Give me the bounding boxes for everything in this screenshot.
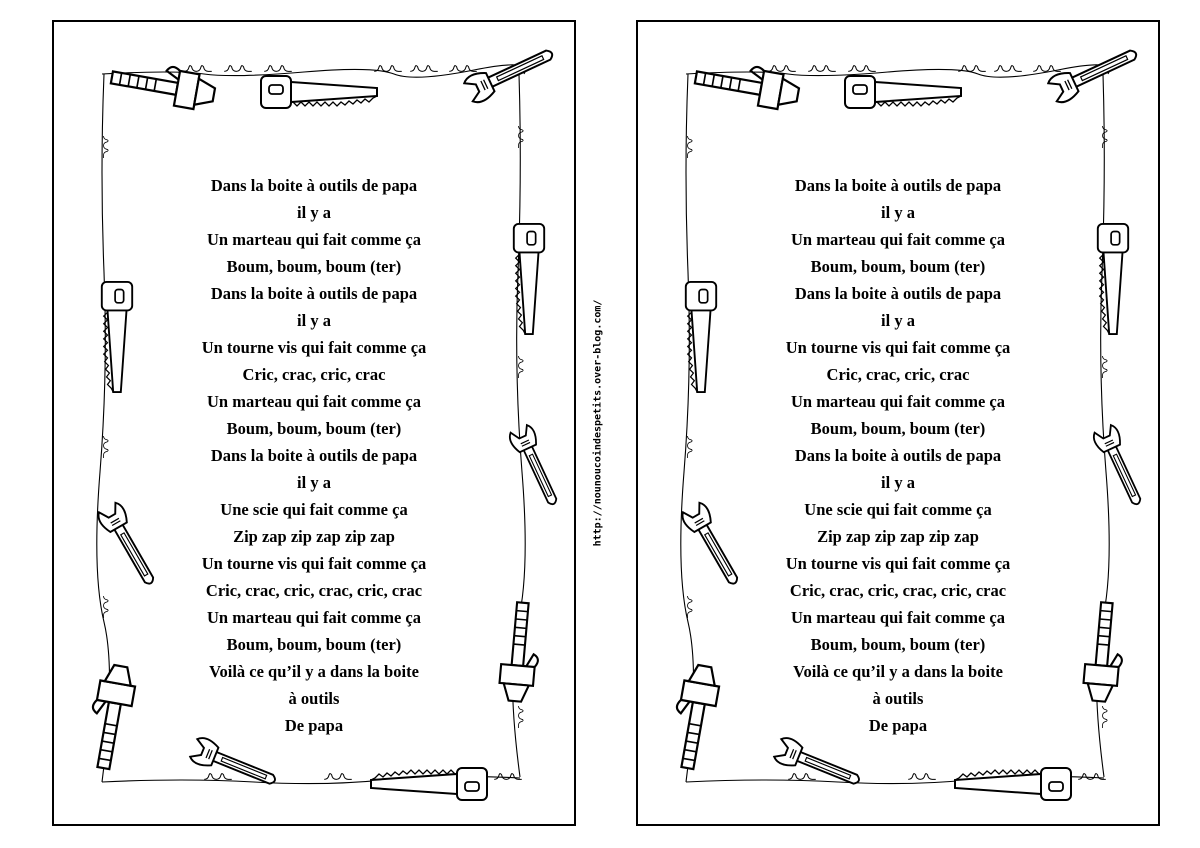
lyric-line: Boum, boum, boum (ter) — [810, 257, 986, 276]
lyric-line: Une scie qui fait comme ça — [220, 500, 408, 519]
saw-icon — [371, 768, 487, 800]
lyric-line: Un marteau qui fait comme ça — [206, 230, 421, 249]
lyric-line: Un tourne vis qui fait comme ça — [201, 338, 427, 357]
lyric-line: Un marteau qui fait comme ça — [206, 608, 421, 627]
lyric-line: Dans la boite à outils de papa — [210, 176, 418, 195]
lyric-line: il y a — [297, 311, 331, 330]
lyric-line: Boum, boum, boum (ter) — [810, 635, 986, 654]
wrench-icon — [773, 736, 864, 793]
lyric-line: Un marteau qui fait comme ça — [790, 230, 1005, 249]
lyric-line: Un marteau qui fait comme ça — [790, 608, 1005, 627]
lyric-line: Zip zap zip zap zip zap — [233, 527, 395, 546]
wrench-icon — [189, 736, 280, 793]
saw-icon — [845, 76, 961, 108]
lyric-line: Boum, boum, boum (ter) — [810, 419, 986, 438]
lyrics-sheet-right — [636, 20, 1160, 826]
lyric-line: Un marteau qui fait comme ça — [790, 392, 1005, 411]
lyric-line: il y a — [297, 473, 331, 492]
lyric-line: à outils — [288, 689, 340, 708]
lyric-line: Cric, crac, cric, crac, cric, crac — [205, 581, 423, 600]
lyric-line: Dans la boite à outils de papa — [794, 176, 1002, 195]
lyric-line: Dans la boite à outils de papa — [794, 284, 1002, 303]
lyric-line: Dans la boite à outils de papa — [210, 446, 418, 465]
lyric-line: Voilà ce qu’il y a dans la boite — [793, 662, 1003, 681]
lyric-line: Boum, boum, boum (ter) — [226, 257, 402, 276]
lyric-line: De papa — [868, 716, 928, 735]
lyric-line: Un tourne vis qui fait comme ça — [785, 554, 1011, 573]
lyrics-sheet-left — [52, 20, 576, 826]
lyric-line: Cric, crac, cric, crac — [826, 365, 970, 384]
hammer-icon — [109, 57, 217, 112]
lyric-line: Un tourne vis qui fait comme ça — [785, 338, 1011, 357]
lyric-line: Dans la boite à outils de papa — [794, 446, 1002, 465]
wrench-icon — [1047, 41, 1142, 105]
lyric-line: Cric, crac, cric, crac, cric, crac — [789, 581, 1007, 600]
lyric-line: il y a — [881, 473, 915, 492]
lyric-line: Zip zap zip zap zip zap — [817, 527, 979, 546]
source-url-text: http://nounoucoindespetits.over-blog.com/ — [592, 299, 604, 547]
saw-icon — [261, 76, 377, 108]
lyric-line: il y a — [881, 203, 915, 222]
lyric-line: à outils — [872, 689, 924, 708]
saw-icon — [955, 768, 1071, 800]
poem-lyrics-left — [54, 172, 574, 739]
wrench-icon — [463, 41, 558, 105]
lyric-line: Voilà ce qu’il y a dans la boite — [209, 662, 419, 681]
lyric-line: Boum, boum, boum (ter) — [226, 419, 402, 438]
source-url — [584, 298, 612, 548]
lyric-line: De papa — [284, 716, 344, 735]
poem-lyrics-right — [638, 172, 1158, 739]
lyric-line: Dans la boite à outils de papa — [210, 284, 418, 303]
lyric-line: Boum, boum, boum (ter) — [226, 635, 402, 654]
lyric-line: il y a — [881, 311, 915, 330]
lyric-line: Un marteau qui fait comme ça — [206, 392, 421, 411]
lyric-line: Un tourne vis qui fait comme ça — [201, 554, 427, 573]
lyric-line: Une scie qui fait comme ça — [804, 500, 992, 519]
lyric-line: Cric, crac, cric, crac — [242, 365, 386, 384]
lyric-line: il y a — [297, 203, 331, 222]
hammer-icon — [693, 57, 801, 112]
